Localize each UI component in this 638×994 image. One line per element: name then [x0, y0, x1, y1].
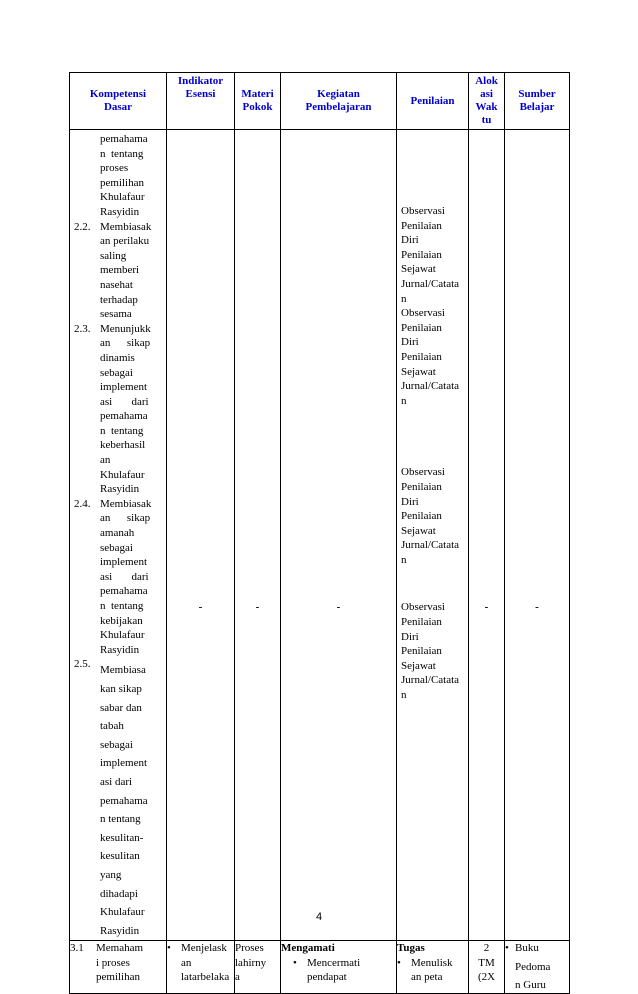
penilaian-line: Jurnal/Catata [401, 277, 460, 290]
row3-sumber-line: Buku [515, 942, 539, 955]
penilaian-block [401, 306, 465, 408]
kd-line: implement [100, 757, 148, 770]
kd-line: implement [100, 381, 148, 394]
row3-penilaian-line: an peta [411, 971, 443, 984]
kd-line: terhadap [100, 293, 138, 306]
kd-line: an sikap [100, 337, 151, 350]
penilaian-line: Diri [401, 630, 419, 643]
kd-line: pemilihan [100, 176, 144, 189]
penilaian-line: Penilaian [401, 248, 442, 261]
row3-materi-line: Proses [235, 942, 264, 955]
penilaian-line: Jurnal/Catata [401, 539, 460, 552]
penilaian-cell [397, 130, 469, 941]
penilaian-line: Sejawat [401, 263, 436, 276]
penilaian-line: n [401, 394, 407, 407]
indikator-cell [167, 130, 235, 941]
row3-num: 3.1 [70, 942, 84, 955]
kd-line: sebagai [100, 366, 133, 379]
penilaian-line: Diri [401, 495, 419, 508]
kd-line: Membiasa [100, 664, 146, 677]
kd-line: Khulafaur [100, 629, 145, 642]
bullet-icon: • [397, 956, 401, 969]
kd-row-3 [70, 941, 570, 994]
kd-item [74, 132, 163, 220]
penilaian-line: Penilaian [401, 645, 442, 658]
header-penilaian: Penilaian [397, 73, 469, 130]
kd-line: Khulafaur [100, 906, 145, 919]
kd-line: n tentang [100, 813, 141, 826]
kd-line: Rasyidin [100, 205, 140, 218]
penilaian-line: Jurnal/Catata [401, 674, 460, 687]
kd-row-2 [70, 130, 570, 941]
kd-line: an perilaku [100, 235, 150, 248]
penilaian-line: Observasi [401, 466, 445, 479]
kd-line: Khulafaur [100, 468, 145, 481]
kegiatan-dash: - [336, 601, 341, 613]
row3-indikator-line: an [181, 956, 192, 969]
kd-line: implement [100, 556, 148, 569]
penilaian-line: Penilaian [401, 616, 442, 629]
row3-sumber-line: Pedoma [515, 960, 551, 973]
header-indikator: Indikator Esensi [167, 73, 235, 130]
penilaian-line: Sejawat [401, 659, 436, 672]
row3-materi-cell [235, 941, 281, 994]
kd-line: memberi [100, 264, 140, 277]
header-sumber: Sumber Belajar [505, 73, 570, 130]
row3-kd-line: pemilihan [96, 971, 140, 984]
materi-cell [235, 130, 281, 941]
penilaian-block [401, 600, 465, 702]
kd-line: sebagai [100, 738, 133, 751]
row3-kd-line: i proses [96, 956, 130, 969]
kd-number: 2.4. [74, 497, 91, 510]
penilaian-line: Penilaian [401, 321, 442, 334]
row3-alokasi-line: 2 [483, 942, 490, 955]
kd-line: asi dari [100, 395, 149, 408]
kd-line: amanah [100, 527, 135, 540]
kd-line: n tentang [100, 424, 144, 437]
header-alokasi: Alokasi Waktu [469, 73, 505, 130]
kd-line: Khulafaur [100, 191, 145, 204]
header-kegiatan: Kegiatan Pembelajaran [281, 73, 397, 130]
penilaian-line: Observasi [401, 601, 445, 614]
penilaian-line: Diri [401, 336, 419, 349]
kd-line: dinamis [100, 351, 135, 364]
indikator-dash: - [198, 601, 203, 613]
kd-line: tabah [100, 720, 124, 733]
kd-line: pemahama [100, 794, 148, 807]
kd-line: dihadapi [100, 887, 138, 900]
kd-line: sebagai [100, 541, 133, 554]
kd-number: 2.2. [74, 220, 91, 233]
kd-line: pemahama [100, 410, 148, 423]
kd-line: an sikap [100, 512, 151, 525]
sumber-cell [505, 130, 570, 941]
kd-line: proses [100, 162, 129, 175]
kd-line: sabar dan [100, 701, 142, 714]
row3-alokasi-cell [469, 941, 505, 994]
penilaian-line: Penilaian [401, 480, 442, 493]
kd-cell [70, 130, 167, 941]
kd-line: n tentang [100, 147, 144, 160]
penilaian-block [401, 465, 465, 567]
row3-kd-cell [70, 941, 167, 994]
kd-line: kan sikap [100, 682, 142, 695]
kd-line: kesulitan [100, 850, 140, 863]
page-number: 4 [315, 911, 323, 923]
penilaian-line: n [401, 553, 407, 566]
row3-kegiatan-line: pendapat [307, 971, 347, 984]
kd-line: nasehat [100, 278, 133, 291]
penilaian-block [401, 204, 465, 306]
kd-line: saling [100, 249, 127, 262]
rpp-table [69, 72, 570, 994]
bullet-icon: • [167, 942, 171, 955]
row3-alokasi-line: (2X [477, 971, 496, 984]
kd-line: sesama [100, 308, 132, 321]
kd-line: Membiasak [100, 497, 152, 510]
kd-line: kebijakan [100, 614, 143, 627]
kd-line: yang [100, 868, 122, 881]
header-row [70, 73, 570, 130]
penilaian-line: Penilaian [401, 510, 442, 523]
kd-line: Rasyidin [100, 924, 140, 937]
kd-line: Menunjukk [100, 322, 151, 335]
kd-line: asi dari [100, 775, 133, 788]
row3-kegiatan-head: Mengamati [281, 942, 335, 955]
row3-kegiatan-line: Mencermati [307, 956, 361, 969]
kd-item [74, 220, 163, 322]
row3-kegiatan-cell [281, 941, 397, 994]
alokasi-cell [469, 130, 505, 941]
row3-indikator-line: Menjelask [181, 942, 227, 955]
penilaian-line: Penilaian [401, 350, 442, 363]
bullet-icon: • [505, 942, 509, 955]
header-materi: Materi Pokok [235, 73, 281, 130]
kd-number: 2.3. [74, 322, 91, 335]
penilaian-line: n [401, 292, 407, 305]
kd-line: Rasyidin [100, 483, 140, 496]
row3-penilaian-cell [397, 941, 469, 994]
kd-line: Membiasak [100, 220, 152, 233]
row3-sumber-line: n Guru [515, 979, 546, 992]
kd-number: 2.5. [74, 658, 91, 671]
kegiatan-cell [281, 130, 397, 941]
row3-penilaian-line: Menulisk [411, 956, 453, 969]
penilaian-line: Observasi [401, 307, 445, 320]
kd-line: an [100, 454, 111, 467]
kd-item [74, 497, 163, 658]
sumber-dash: - [535, 601, 539, 613]
kd-line: Rasyidin [100, 643, 140, 656]
row3-penilaian-head: Tugas [397, 942, 425, 955]
kd-line: asi dari [100, 570, 149, 583]
row3-alokasi-line: TM [478, 956, 495, 969]
kd-line: keberhasil [100, 439, 146, 452]
row3-indikator-line: latarbelaka [181, 971, 230, 984]
row3-materi-line: lahirny [235, 956, 267, 969]
row3-materi-line: a [235, 971, 240, 984]
row3-kd-line: Memaham [96, 942, 144, 955]
penilaian-line: Penilaian [401, 219, 442, 232]
header-kompetensi: Kompetensi Dasar [70, 73, 167, 130]
alokasi-dash: - [484, 601, 489, 613]
bullet-icon: • [293, 956, 297, 969]
row3-indikator-cell [167, 941, 235, 994]
kd-item [74, 322, 163, 497]
kd-line: kesulitan- [100, 831, 144, 844]
penilaian-line: Observasi [401, 205, 445, 217]
penilaian-line: Diri [401, 234, 419, 247]
kd-line: pemahama [100, 585, 148, 598]
penilaian-line: Jurnal/Catata [401, 380, 460, 393]
row3-sumber-cell [505, 941, 570, 994]
materi-dash: - [255, 601, 260, 613]
penilaian-line: Sejawat [401, 365, 436, 378]
kd-item [74, 657, 163, 940]
penilaian-line: Sejawat [401, 524, 436, 537]
penilaian-line: n [401, 689, 407, 702]
kd-line: n tentang [100, 600, 144, 612]
kd-number [74, 132, 100, 220]
kd-line: pemahama [100, 133, 148, 145]
